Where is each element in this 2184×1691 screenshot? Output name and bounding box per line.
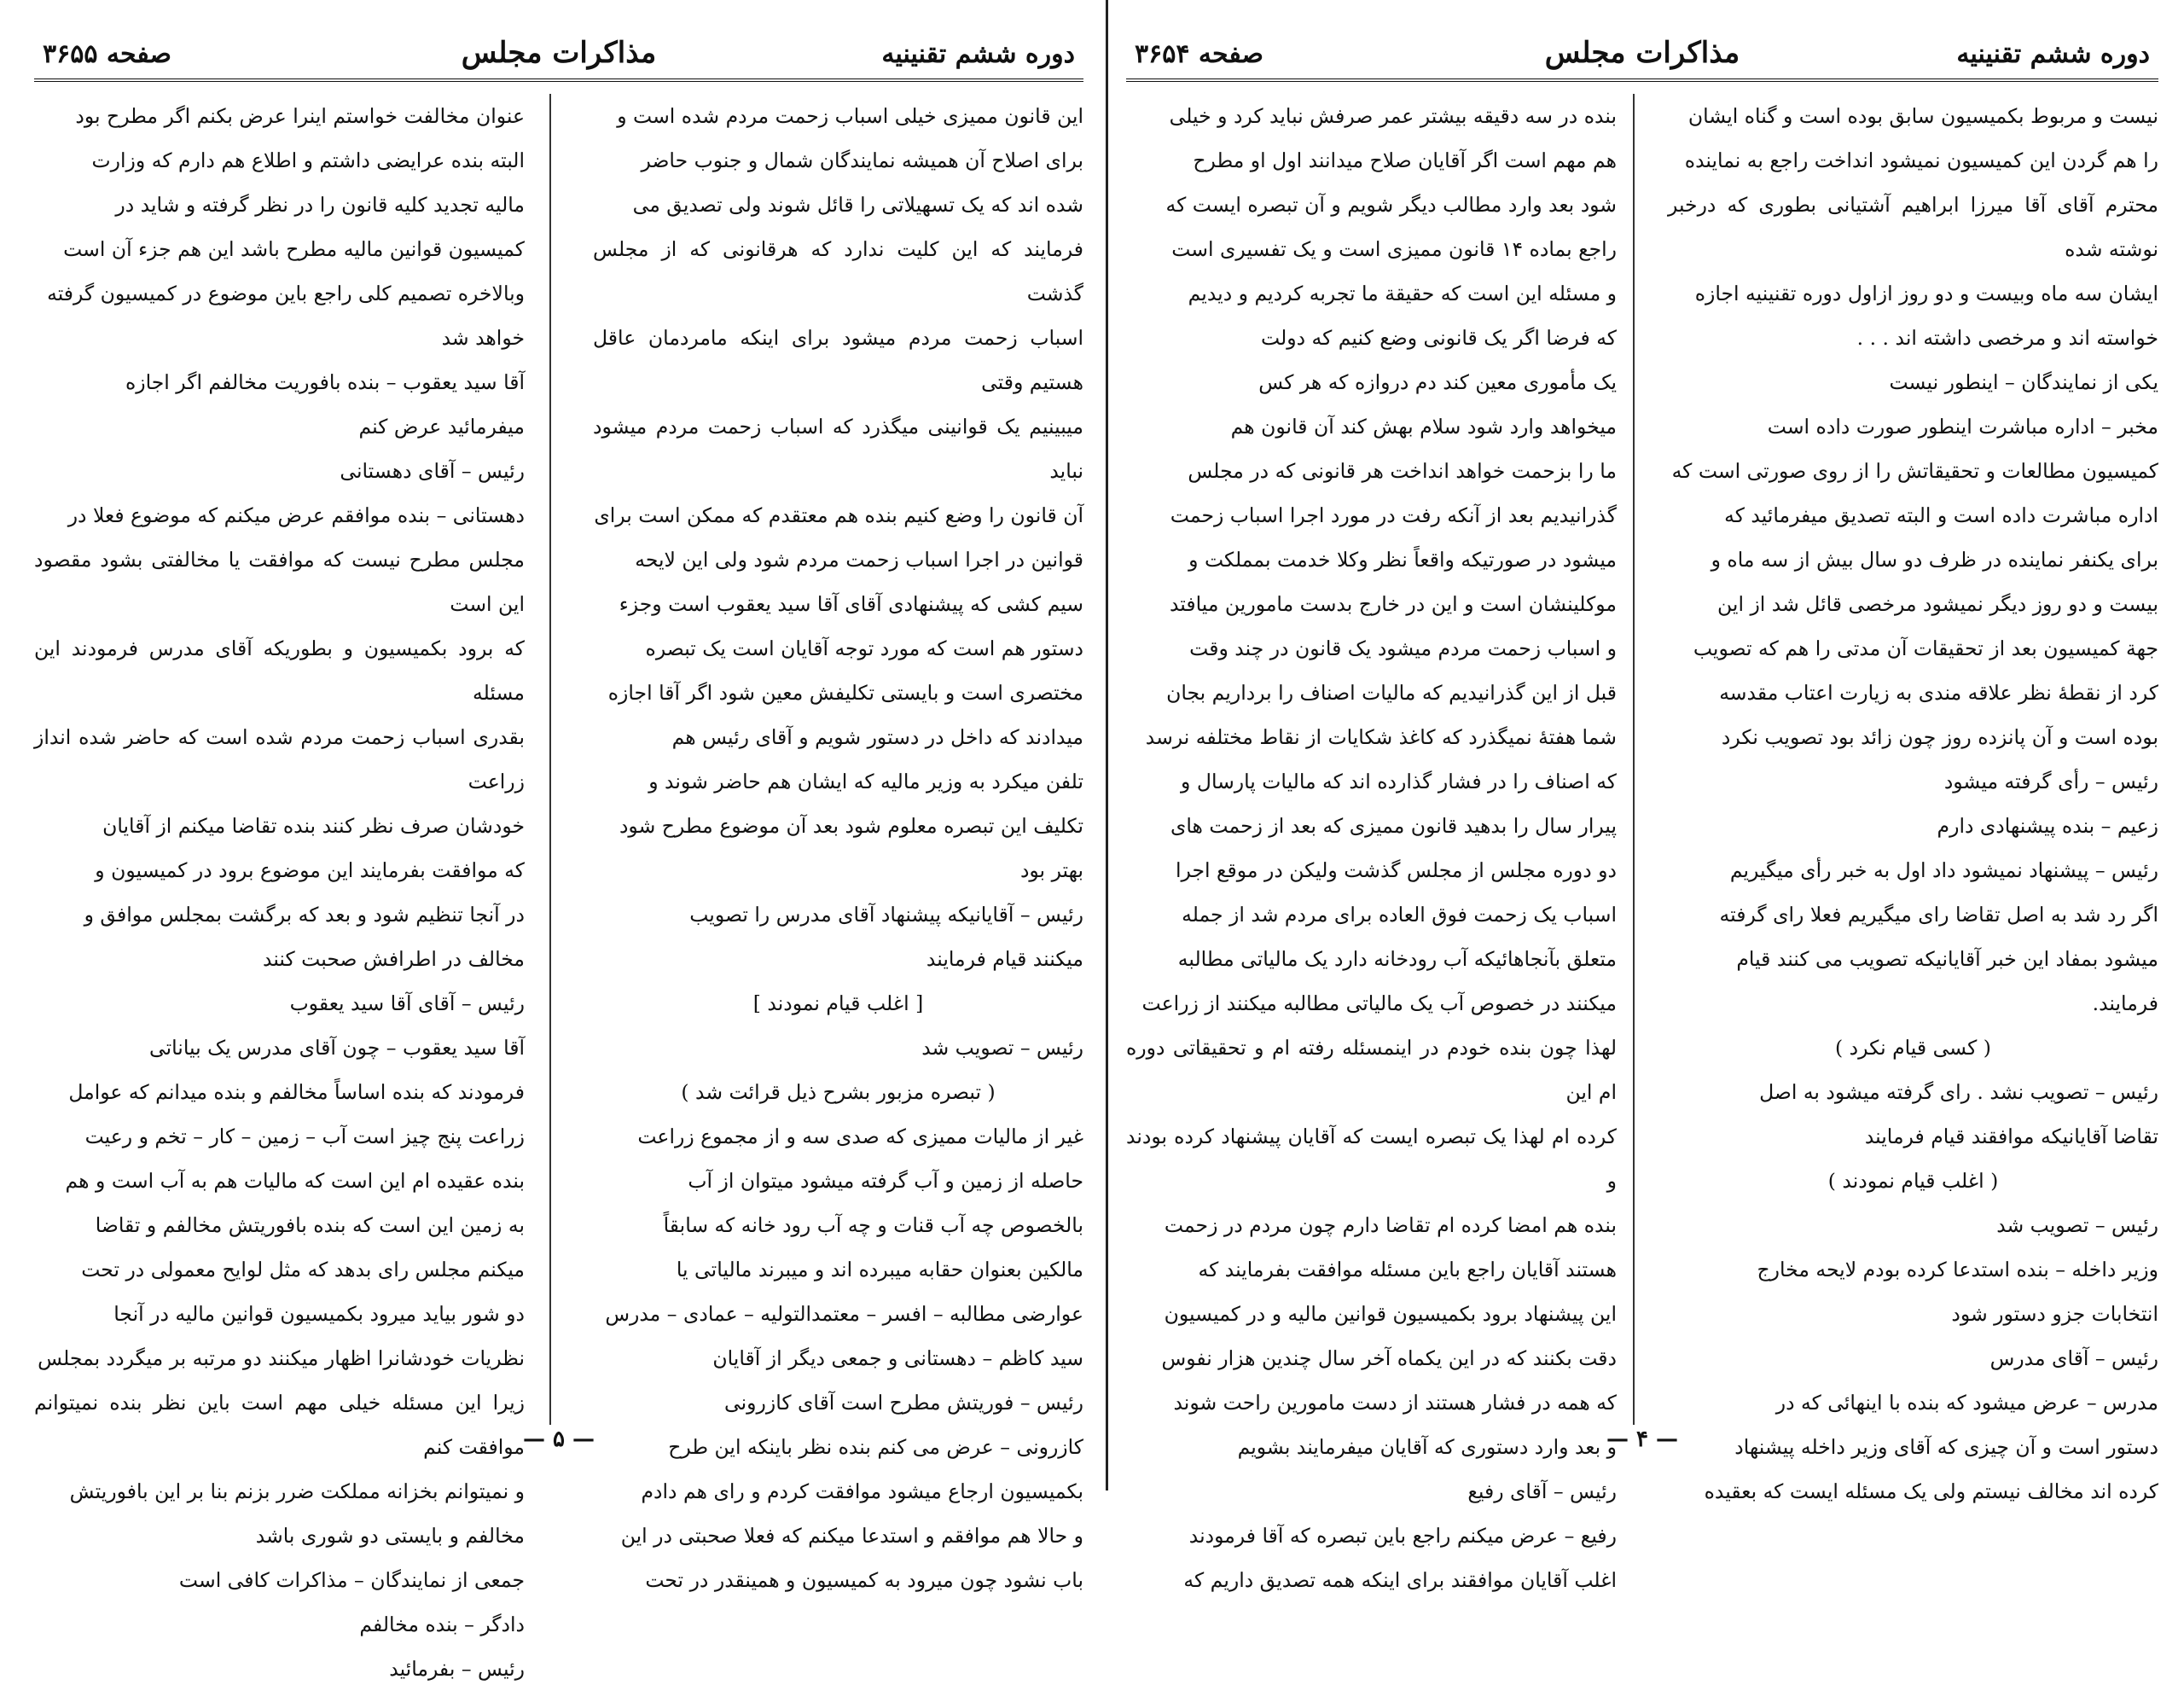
text-line: بنده هم امضا کرده ام تقاضا دارم چون مردم در زحمت <box>1164 1213 1617 1237</box>
right-page-footer: — ۴ — <box>1606 1427 1679 1452</box>
text-line: دستور هم است که مورد توجه آقایان است یک تبصره <box>645 636 1083 660</box>
text-line: اسباب یک زحمت فوق العاده برای مردم شد از جمله <box>1182 903 1617 927</box>
text-line: انتخابات جزو دستور شود <box>1951 1302 2158 1326</box>
text-line: مالیه تجدید کلیه قانون را در نظر گرفته و شاید در <box>115 193 525 217</box>
text-line: تلفن میکرد به وزیر مالیه که ایشان هم حاضر شوند و <box>648 770 1083 793</box>
text-line: کازرونی – عرض می کنم بنده نظر باینکه این طرح <box>668 1435 1083 1459</box>
text-line: که اصناف را در فشار گذارده اند که مالیات پارسال و <box>1181 770 1617 793</box>
text-line: مختصری است و بایستی تکلیفش معین شود اگر آقا اجازه <box>607 681 1083 705</box>
text-line: آقا سید یعقوب – چون آقای مدرس یک بیاناتی <box>149 1036 525 1060</box>
text-line: میدادند که داخل در دستور شویم و آقای رئیس هم <box>671 725 1083 749</box>
text-line: زیرا این مسئله خیلی مهم است باین نظر بنده نمیتوانم موافقت کنم <box>34 1391 525 1459</box>
text-line: رئیس – آقای رفیع <box>1467 1479 1617 1503</box>
text-line: و مسئله این است که حقیقة ما تجربه کردیم و دیدیم <box>1188 282 1617 305</box>
text-line: میکنند در خصوص آب یک مالیاتی مطالبه میکنند از زراعت <box>1141 991 1617 1015</box>
left-page-footer: — ۵ — <box>522 1427 595 1452</box>
left-page-column-rule <box>549 94 551 1425</box>
text-line: نظریات خودشانرا اظهار میکنند دو مرتبه بر میگردد بمجلس <box>38 1346 525 1370</box>
text-line: که برود بکمیسیون و بطوریکه آقای مدرس فرمودند این مسئله <box>34 636 525 705</box>
left-header-period: دوره ششم تقنینیه <box>881 39 1075 69</box>
text-line: را هم گردن این کمیسیون نمیشود انداخت راجع به نماینده <box>1684 148 2158 172</box>
text-line: که همه در فشار هستند از دست مامورین راحت شوند <box>1173 1391 1617 1415</box>
right-page <box>1126 17 2158 1592</box>
text-line: و بعد وارد دستوری که آقایان میفرمایند بشویم <box>1237 1435 1617 1459</box>
text-line: رئیس – بفرمائید <box>389 1657 525 1681</box>
text-line: رئیس – رأی گرفته میشود <box>1943 770 2158 793</box>
text-line: دادگر – بنده مخالفم <box>359 1613 525 1636</box>
text-line: اغلب آقایان موافقند برای اینکه همه تصدیق داریم که <box>1183 1568 1617 1592</box>
text-line: رئیس – آقای دهستانی <box>340 459 525 483</box>
text-line: آن قانون را وضع کنیم بنده هم معتقدم که ممکن است برای <box>594 503 1083 527</box>
text-line: و نمیتوانم بخزانه مملکت ضرر بزنم بنا بر این بافوریتش <box>69 1479 525 1503</box>
text-line: حاصله از زمین و آب گرفته میشود میتوان از آب <box>688 1169 1083 1193</box>
text-line: عنوان مخالفت خواستم اینرا عرض بکنم اگر مطرح بود <box>75 104 525 128</box>
text-line: شود بعد وارد مطالب دیگر شویم و آن تبصره ایست که <box>1165 193 1617 217</box>
text-line: غیر از مالیات ممیزی که صدی سه و از مجموع زراعت <box>637 1124 1083 1148</box>
text-line: مجلس مطرح نیست که موافقت یا مخالفتی بشود مقصود این است <box>34 548 525 616</box>
text-line: محترم آقای آقا میرزا ابراهیم آشتیانی بطوری که درخبر نوشته شده <box>1668 193 2158 261</box>
text-line: بهتر بود <box>1019 858 1083 882</box>
text-line: این پیشنهاد برود بکمیسیون قوانین مالیه و در کمیسیون <box>1164 1302 1617 1326</box>
text-line: کرد از نقطهٔ نظر علاقه مندی به زیارت اعتاب مقدسه <box>1719 681 2158 705</box>
text-line: بیست و دو روز دیگر نمیشود مرخصی قائل شد از این <box>1717 592 2158 616</box>
text-line: آقا سید یعقوب – بنده بافوریت مخالفم اگر اجازه <box>125 370 525 394</box>
text-line: هم مهم است اگر آقایان صلاح میدانند اول او مطرح <box>1193 148 1617 172</box>
right-page-left-column <box>1126 94 1617 1592</box>
text-line: رئیس – آقای آقا سید یعقوب <box>289 991 525 1015</box>
text-line: کرده ام لهذا یک تبصره ایست که آقایان پیشنهاد کرده بودند و <box>1126 1124 1617 1193</box>
text-line: لهذا چون بنده خودم در اینمسئله رفته ام و تحقیقاتی دوره ام این <box>1126 1036 1617 1104</box>
text-line: قبل از این گذرانیدیم که مالیات اصناف را برداریم بجان <box>1166 681 1617 705</box>
text-line: بوده است و آن پانزده روز چون زائد بود تصویب نکرد <box>1721 725 2158 749</box>
text-line: دو دوره مجلس از مجلس گذشت ولیکن در موقع اجرا <box>1176 858 1617 882</box>
text-line: بقدری اسباب زحمت مردم شده است که حاضر شده انداز زراعت <box>34 725 525 793</box>
text-line: تقاضا آقایانیکه موافقند قیام فرمایند <box>1864 1124 2158 1148</box>
text-line: رئیس – پیشنهاد نمیشود داد اول به خبر رأی میگیریم <box>1729 858 2158 882</box>
text-line: وبالاخره تصمیم کلی راجع باین موضوع در کمیسیون گرفته <box>47 282 525 305</box>
text-line: کمیسیون قوانین مالیه مطرح باشد این هم جزء آن است <box>63 237 525 261</box>
text-line: اداره مباشرت داده است و البته تصدیق میفرمائید که <box>1724 503 2158 527</box>
text-line: مخالف در اطرافش صحبت کنند <box>262 947 525 971</box>
text-line: میخواهد وارد شود سلام بهش کند آن قانون هم <box>1230 415 1617 439</box>
text-line: ایشان سه ماه وبیست و دو روز ازاول دوره تقنینیه اجازه <box>1694 282 2158 305</box>
text-line: خواهد شد <box>441 326 525 350</box>
text-line: ما را بزحمت خواهد انداخت هر قانونی که در مجلس <box>1188 459 1617 483</box>
text-line: در آنجا تنظیم شود و بعد که برگشت بمجلس موافق و <box>84 903 525 927</box>
text-line: مدرس – عرض میشود که بنده با اینهائی که در <box>1775 1391 2158 1415</box>
text-line: رئیس – تصویب نشد . رای گرفته میشود به اصل <box>1759 1080 2158 1104</box>
left-header-page-number: صفحه ۳۶۵۵ <box>43 39 171 69</box>
text-line: خواسته اند و مرخصی داشته اند . . . <box>1856 326 2158 350</box>
text-line: قوانین در اجرا اسباب زحمت مردم شود ولی این لایحه <box>635 548 1083 572</box>
text-line: این قانون ممیزی خیلی اسباب زحمت مردم شده است و <box>617 104 1083 128</box>
text-line: رئیس – آقایانیکه پیشنهاد آقای مدرس را تصویب <box>689 903 1083 927</box>
text-line: سید کاظم – دهستانی و جمعی دیگر از آقایان <box>712 1346 1083 1370</box>
text-line: دهستانی – بنده موافقم عرض میکنم که موضوع فعلا در <box>67 503 525 527</box>
text-line: سیم کشی که پیشنهادی آقای آقا سید یعقوب است وجزء <box>619 592 1083 616</box>
text-line: کمیسیون مطالعات و تحقیقاتش را از روی صورتی است که <box>1671 459 2158 483</box>
text-line: بنده در سه دقیقه بیشتر عمر صرفش نباید کرد و خیلی <box>1169 104 1617 128</box>
left-page-left-column <box>34 94 525 1681</box>
text-line: شما هفتهٔ نمیگذرد که کاغذ شکایات از نقاط مختلفه نرسد <box>1145 725 1617 749</box>
text-line: بکمیسیون ارجاع میشود موافقت کردم و رای هم دادم <box>641 1479 1083 1503</box>
text-line: زعیم – بنده پیشنهادی دارم <box>1937 814 2158 838</box>
text-line: میفرمائید عرض کنم <box>358 415 525 439</box>
right-header-period: دوره ششم تقنینیه <box>1956 39 2150 69</box>
text-line: بالخصوص چه آب قنات و چه آب رود خانه که سابقاً <box>663 1213 1083 1237</box>
text-line: هستند آقایان راجع باین مسئله موافقت بفرمایند که <box>1198 1258 1617 1281</box>
text-line: موکلینشان است و این در خارج بدست مامورین میافتد <box>1169 592 1617 616</box>
text-line: تکلیف این تبصره معلوم شود بعد آن موضوع مطرح شود <box>619 814 1083 838</box>
text-line: ( اغلب قیام نمودند ) <box>1827 1169 1999 1193</box>
text-line: جمعی از نمایندگان – مذاکرات کافی است <box>178 1568 525 1592</box>
text-line: میکنند قیام فرمایند <box>926 947 1083 971</box>
text-line: شده اند که یک تسهیلاتی را قائل شوند ولی تصدیق می <box>632 193 1083 217</box>
right-page-header <box>1126 36 2158 82</box>
text-line: برای یکنفر نماینده در ظرف دو سال بیش از سه ماه و <box>1711 548 2158 572</box>
text-line: به زمین این است که بنده بافوریتش مخالفم و تقاضا <box>95 1213 525 1237</box>
text-line: میشود بمفاد این خبر آقایانیکه تصویب می کنند قیام <box>1736 947 2158 971</box>
text-line: که فرضا اگر یک قانونی وضع کنیم که دولت <box>1261 326 1617 350</box>
text-line: میکنم مجلس رای بدهد که مثل لوایح معمولی در تحت <box>81 1258 525 1281</box>
text-line: رئیس – فوریتش مطرح است آقای کازرونی <box>724 1391 1083 1415</box>
text-line: ( کسی قیام نکرد ) <box>1835 1036 1991 1060</box>
text-line: پیرار سال را بدهید قانون ممیزی که بعد از زحمت های <box>1170 814 1617 838</box>
left-header-title: مذاکرات مجلس <box>461 36 657 70</box>
text-line: جهة کمیسیون بعد از تحقیقات آن مدتی را هم که تصویب <box>1693 636 2158 660</box>
text-line: برای اصلاح آن همیشه نمایندگان شمال و جنوب حاضر <box>641 148 1083 172</box>
text-line: و حالا هم موافقم و استدعا میکنم که فعلا صحبتی در این <box>620 1524 1083 1548</box>
text-line: دستور است و آن چیزی که آقای وزیر داخله پیشنهاد <box>1734 1435 2158 1459</box>
text-line: وزیر داخله – بنده استدعا کرده بودم لایحه مخارج <box>1757 1258 2158 1281</box>
text-line: فرمایند. <box>2092 991 2158 1015</box>
text-line: مخالفم و بایستی دو شوری باشد <box>255 1524 525 1548</box>
text-line: متعلق بآنجاهائیکه آب رودخانه دارد یک مالیاتی مطالبه <box>1177 947 1617 971</box>
text-line: عوارضی مطالبه – افسر – معتمدالتولیه – عمادی – مدرس <box>605 1302 1083 1326</box>
right-page-column-rule <box>1633 94 1635 1425</box>
text-line: رفیع – عرض میکنم راجع باین تبصره که آقا فرمودند <box>1188 1524 1617 1548</box>
text-line: دقت بکنند که در این یکماه آخر سال چندین هزار نفوس <box>1161 1346 1617 1370</box>
page-gutter <box>1106 0 1108 1491</box>
right-header-page-number: صفحه ۳۶۵۴ <box>1135 39 1263 69</box>
text-line: البته بنده عرایضی داشتم و اطلاع هم دارم که وزارت <box>91 148 525 172</box>
text-line: یک مأموری معین کند دم دروازه که هر کس <box>1258 370 1617 394</box>
text-line: رئیس – تصویب شد <box>921 1036 1083 1060</box>
text-line: میشود در صورتیکه واقعاً نظر وکلا خدمت بمملکت و <box>1188 548 1617 572</box>
text-line: بنده عقیده ام این است که مالیات هم به آب است و هم <box>65 1169 525 1193</box>
left-page <box>34 17 1083 1681</box>
right-header-title: مذاکرات مجلس <box>1544 36 1740 70</box>
text-line: زراعت پنج چیز است آب – زمین – کار – تخم و رعیت <box>84 1124 525 1148</box>
text-line: فرمودند که بنده اساساً مخالفم و بنده میدانم که عوامل <box>68 1080 525 1104</box>
text-line: مالکین بعنوان حقابه میبرده اند و میبرند مالیاتی یا <box>676 1258 1083 1281</box>
text-line: یکی از نمایندگان – اینطور نیست <box>1889 370 2158 394</box>
text-line: کرده اند مخالف نیستم ولی یک مسئله ایست که بعقیده <box>1704 1479 2158 1503</box>
right-page-right-column <box>1668 94 2158 1503</box>
text-line: میبینیم یک قوانینی میگذرد که اسباب زحمت مردم میشود نباید <box>593 415 1083 483</box>
text-line: ( تبصره مزبور بشرح ذیل قرائت شد ) <box>681 1080 996 1104</box>
text-line: خودشان صرف نظر کنند بنده تقاضا میکنم از آقایان <box>102 814 525 838</box>
left-page-right-column <box>593 94 1083 1592</box>
text-line: راجع بماده ۱۴ قانون ممیزی است و یک تفسیری است <box>1171 237 1617 261</box>
text-line: و اسباب زحمت مردم میشود یک قانون در چند وقت <box>1189 636 1617 660</box>
text-line: دو شور بیاید میرود بکمیسیون قوانین مالیه در آنجا <box>113 1302 525 1326</box>
text-line: مخبر – اداره مباشرت اینطور صورت داده است <box>1767 415 2158 439</box>
text-line: اسباب زحمت مردم میشود برای اینکه مامردمان عاقل هستیم وقتی <box>593 326 1083 394</box>
text-line: [ اغلب قیام نمودند ] <box>752 991 924 1015</box>
text-line: باب نشود چون میرود به کمیسیون و همینقدر در تحت <box>645 1568 1083 1592</box>
text-line: رئیس – آقای مدرس <box>1989 1346 2158 1370</box>
text-line: نیست و مربوط بکمیسیون سابق بوده است و گناه ایشان <box>1687 104 2158 128</box>
text-line: فرمایند که این کلیت ندارد که هرقانونی که از مجلس گذشت <box>593 237 1083 305</box>
text-line: گذرانیدیم بعد از آنکه رفت در مورد اجرا اسباب زحمت <box>1170 503 1617 527</box>
text-line: رئیس – تصویب شد <box>1996 1213 2158 1237</box>
text-line: اگر رد شد به اصل تقاضا رای میگیریم فعلا رای گرفته <box>1719 903 2158 927</box>
text-line: که موافقت بفرمایند این موضوع برود در کمیسیون و <box>95 858 525 882</box>
left-page-header <box>34 36 1083 82</box>
